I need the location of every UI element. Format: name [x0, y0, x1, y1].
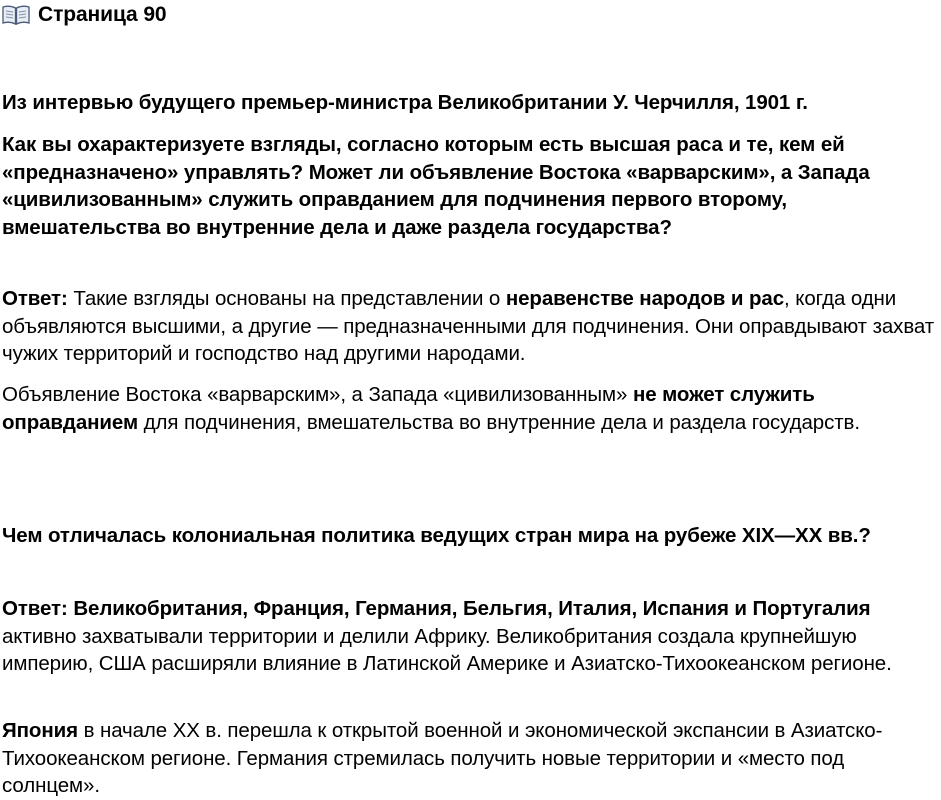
source-heading: Из интервью будущего премьер-министра Великобритании У. Черчилля, 1901 г. — [2, 91, 808, 114]
answer-bold-text: неравенстве народов и рас — [505, 287, 785, 310]
answer-2-paragraph-2 — [2, 717, 938, 800]
answer-text: в начале XX в. перешла к открытой военной и экономической экспансии в Азиатско-Тихоокеанском регионе. Германия стремилась получить новые территории и «место под солнцем». — [2, 719, 883, 797]
answer-text: для подчинения, вмешательства во внутренние дела и раздела государств. — [138, 410, 860, 434]
open-book-icon — [2, 4, 30, 26]
answer-bold-text: Япония — [2, 719, 78, 742]
answer-2-paragraph-1 — [2, 595, 938, 678]
answer-text: , когда одни объявляются высшими, а другие — предназначенными для подчинения. Они оправдывают захват чужих территорий и господство над другими народами. — [2, 287, 935, 365]
answer-text: активно захватывали территории и делили Африку. Великобритания создала крупнейшую империю, США расширяли влияние в Латинской Америке и Азиатско-Тихоокеанском регионе. — [2, 624, 892, 675]
page-header — [2, 1, 167, 29]
answer-label: Ответ: — [2, 597, 68, 620]
answer-text: Такие взгляды основаны на представлении о — [67, 287, 506, 310]
question-2: Чем отличалась колониальная политика ведущих стран мира на рубеже XIX—XX вв.? — [2, 524, 871, 547]
answer-text: Объявление Востока «варварским», а Запада «цивилизованным» — [2, 383, 633, 406]
answer-label: Ответ: — [2, 287, 68, 310]
answer-bold-text: Великобритания, Франция, Германия, Бельгия, Италия, Испания и Португалия — [67, 597, 871, 620]
page-title: Страница 90 — [38, 3, 167, 27]
answer-1-paragraph-2 — [2, 381, 938, 436]
answer-1-paragraph-1 — [2, 285, 938, 368]
question-1: Как вы охарактеризуете взгляды, согласно которым есть высшая раса и те, кем ей «предназначено» управлять? Может ли объявление Востока «варварским», а Запада «цивилизованным» служить оправданием для подчинения первого второму, вмешательства во внутренние дела и даже раздела государства? — [2, 133, 870, 239]
answer-bold-text: не может служить оправданием — [2, 383, 815, 434]
